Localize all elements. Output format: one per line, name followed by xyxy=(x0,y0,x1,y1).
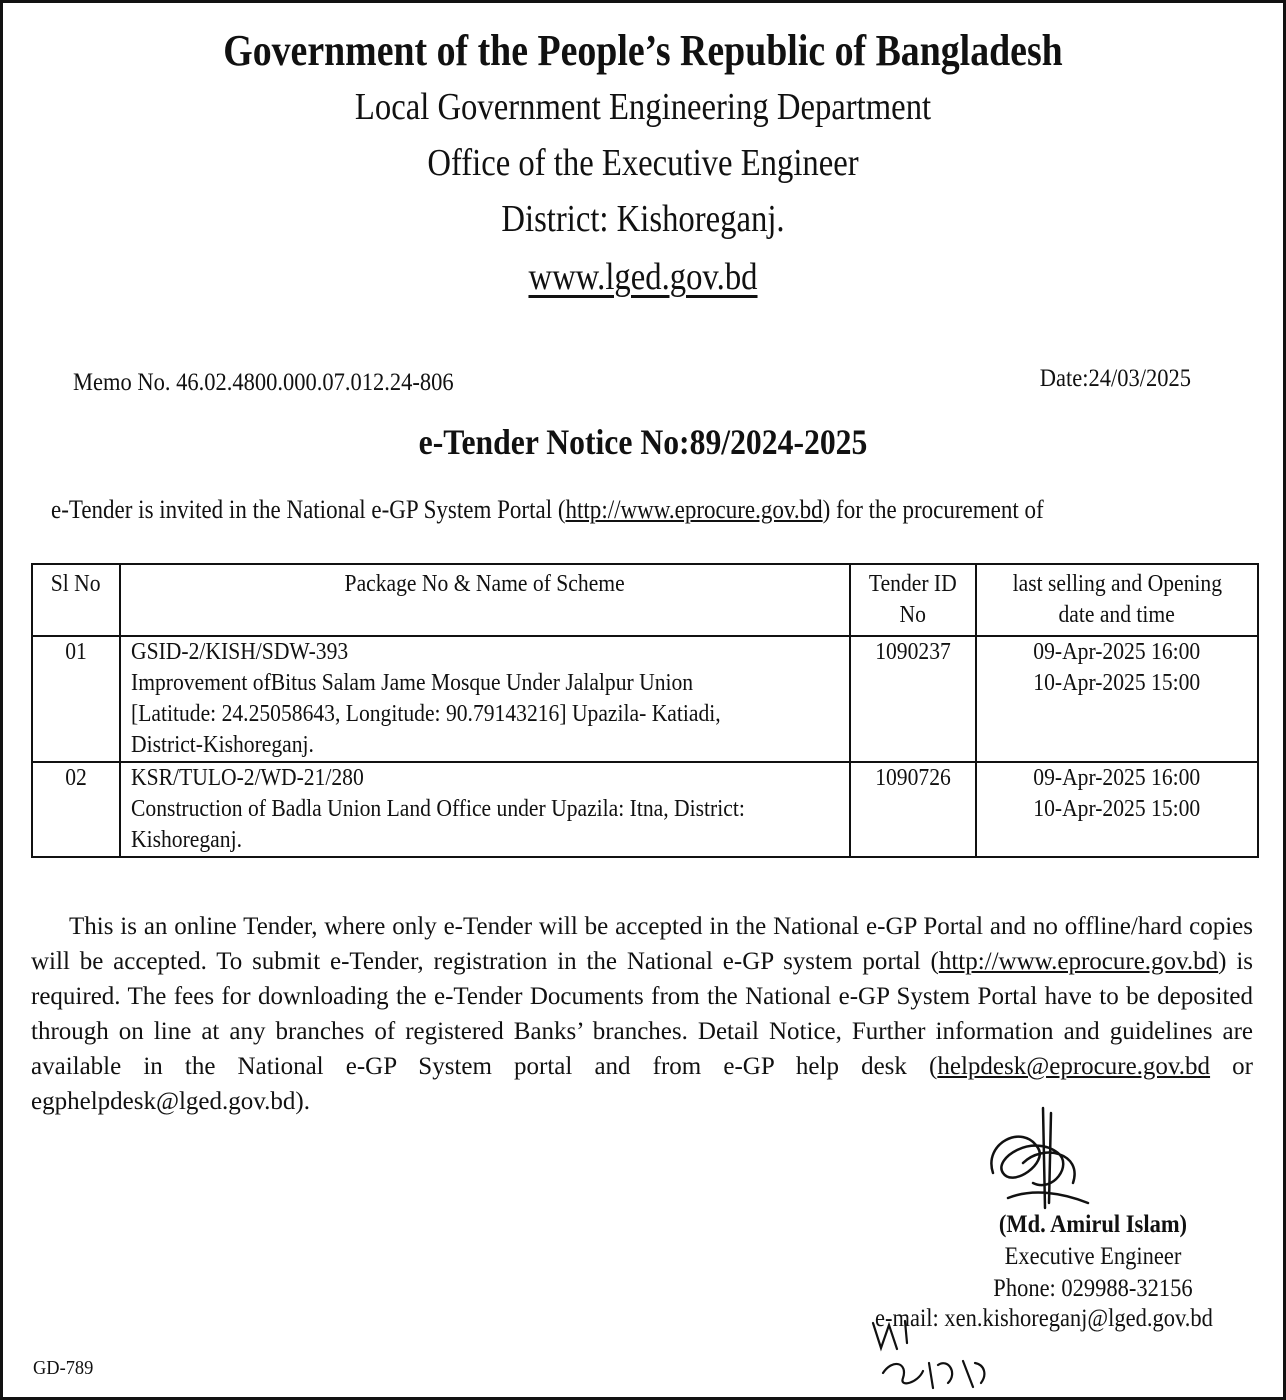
intro-line xyxy=(51,495,1044,525)
table-row xyxy=(32,636,1258,762)
eprocure-link[interactable]: http://www.eprocure.gov.bd xyxy=(565,495,823,524)
header-tender-id: Tender ID No xyxy=(850,564,976,636)
signatory-phone: Phone: 029988-32156 xyxy=(993,1275,1193,1302)
instructions-paragraph: This is an online Tender, where only e-Tender will be accepted in the National e-GP Portal and no offline/hard copies will be accepted. To submit e-Tender, registration in the National e-GP system portal (http://www.eprocure.gov.bd) is required. The fees for downloading the e-Tender Documents from the National e-GP System Portal have to be deposited through on line at any branches of registered Banks’ branches. Detail Notice, Further information and guidelines are available in the National e-GP System portal and from e-GP help desk (helpdesk@eprocure.gov.bd or egphelpdesk@lged.gov.bd). xyxy=(31,913,1254,1115)
table-row xyxy=(32,762,1258,857)
row-dates xyxy=(976,762,1258,857)
government-title: Government of the People’s Republic of Bangladesh xyxy=(223,26,1063,75)
row-tender-id: 1090237 xyxy=(850,636,976,762)
memo-number: Memo No. 46.02.4800.000.07.012.24-806 xyxy=(73,369,454,396)
signatory-name: (Md. Amirul Islam) xyxy=(998,1211,1188,1238)
header-sl: Sl No xyxy=(32,564,120,636)
table-header-row xyxy=(32,564,1258,636)
package-number: KSR/TULO-2/WD-21/280 xyxy=(131,765,364,791)
memo-date: Date:24/03/2025 xyxy=(1039,365,1191,392)
handwritten-initials xyxy=(863,1303,993,1393)
scheme-line: [Latitude: 24.25058643, Longitude: 90.79143216] Upazila- Katiadi, xyxy=(131,701,721,727)
opening-date: 10-Apr-2025 15:00 xyxy=(1033,796,1201,822)
opening-date: 10-Apr-2025 15:00 xyxy=(1033,670,1201,696)
scheme-line: Improvement ofBitus Salam Jame Mosque Under Jalalpur Union xyxy=(131,670,694,696)
website-line xyxy=(93,255,1194,299)
selling-date: 09-Apr-2025 16:00 xyxy=(1033,639,1201,665)
signatory-email: e-mail: xen.kishoreganj@lged.gov.bd xyxy=(875,1305,1213,1332)
row-package xyxy=(120,636,850,762)
tender-table xyxy=(31,563,1259,858)
website-link[interactable]: www.lged.gov.bd xyxy=(528,256,758,298)
eprocure-link[interactable]: http://www.eprocure.gov.bd xyxy=(938,948,1219,975)
row-dates xyxy=(976,636,1258,762)
signatory-designation: Executive Engineer xyxy=(1004,1243,1182,1270)
gd-code: GD-789 xyxy=(33,1357,94,1379)
signature-scribble xyxy=(963,1103,1103,1213)
intro-text-after: ) for the procurement of xyxy=(822,495,1044,524)
scheme-line: Construction of Badla Union Land Office under Upazila: Itna, District: xyxy=(131,796,745,822)
header-package: Package No & Name of Scheme xyxy=(120,564,850,636)
row-tender-id: 1090726 xyxy=(850,762,976,857)
intro-text-before: e-Tender is invited in the National e-GP System Portal ( xyxy=(51,495,566,524)
office-name: Office of the Executive Engineer xyxy=(427,142,859,184)
district-name: District: Kishoreganj. xyxy=(501,198,785,240)
helpdesk-email-link[interactable]: helpdesk@eprocure.gov.bd xyxy=(937,1053,1211,1080)
scheme-line: District-Kishoreganj. xyxy=(131,732,314,758)
row-sl: 01 xyxy=(32,636,120,762)
notice-title: e-Tender Notice No:89/2024-2025 xyxy=(418,422,868,462)
header-dates: last selling and Opening date and time xyxy=(976,564,1258,636)
package-number: GSID-2/KISH/SDW-393 xyxy=(131,639,349,665)
selling-date: 09-Apr-2025 16:00 xyxy=(1033,765,1201,791)
row-sl: 02 xyxy=(32,762,120,857)
row-package xyxy=(120,762,850,857)
scheme-line: Kishoreganj. xyxy=(131,827,242,853)
signatory-block xyxy=(949,1209,1237,1305)
department-name: Local Government Engineering Department xyxy=(354,86,932,128)
